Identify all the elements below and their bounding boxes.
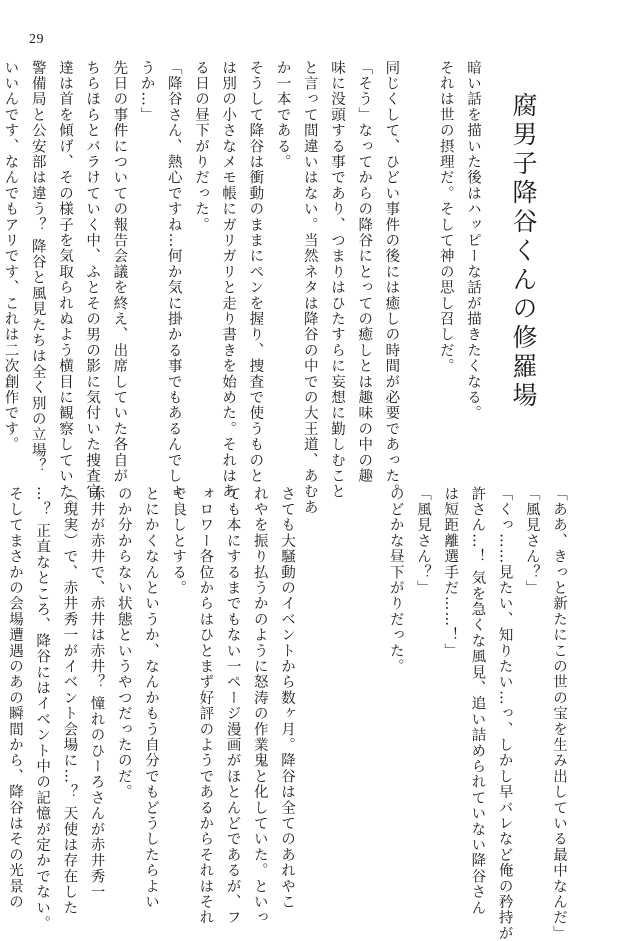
blank-line	[300, 486, 327, 886]
text-line: さても大騒動のイベントから数ヶ月。降谷は全てのあれやこ	[278, 486, 295, 910]
text-line: のどかな昼下がりだった。	[387, 486, 404, 675]
text-line: は別の小さなメモ帳にガリガリと走り書きを始めた。それはあ	[220, 60, 237, 500]
text-line: 味に没頭する事であり、つまりはひたすらに妄想に勤しむこと	[328, 60, 345, 500]
text-line: か一本である。	[274, 60, 291, 170]
text-line: 「くっ……見たい、知りたい…っ、しかし早バレなど俺の矜持が	[496, 486, 513, 941]
text-line: 同じくして、ひどい事件の後には癒しの時間が必要であった。	[383, 60, 400, 500]
text-line: （現実）で、赤井秀一がイベント会場に…？ 天使は存在した	[61, 486, 78, 916]
text-line: それは世の摂理だ。そして神の思し召しだ。	[437, 60, 454, 374]
text-line: そうして降谷は衝動のままにペンを握り、捜査で使うものと	[247, 60, 264, 484]
text-line: 暗い話を描いた後はハッピーな話が描きたくなる。	[465, 60, 481, 422]
text-line: は短距離選手だ……！」	[442, 486, 459, 659]
text-line: のか分からない状態というやつだったのだ。	[115, 486, 132, 800]
text-line: 「風見さん？」	[414, 486, 431, 596]
text-line: 「降谷さん、熱心ですね…何か気に掛かる事でもあるんでしょ	[165, 60, 182, 500]
lower-text-block	[0, 486, 572, 941]
text-line: そしてまさかの会場遭遇のあの瞬間から、降谷はその光景の	[6, 486, 23, 910]
page-title: 腐男子降谷くんの修羅場	[509, 92, 538, 411]
text-line: る日の昼下がりだった。	[192, 60, 209, 233]
blank-line	[354, 486, 381, 886]
text-line: 「そう」なってからの降谷にとっての癒しとは趣味の中の趣	[356, 60, 373, 484]
text-line: 「ああ、きっと新たにこの世の宝を生み出している最中なんだ」	[551, 486, 567, 941]
text-line: 先日の事件についての報告会議を終え、出席していた各自が	[111, 60, 128, 484]
text-line: 警備局と公安部は違う？ 降谷と風見たちは全く別の立場？	[29, 60, 46, 475]
text-line: ちらほらとバラけていく中、ふとその男の影に気付いた捜査官	[84, 60, 101, 500]
text-line: いいんです、なんでもアリです、これは二次創作です。	[2, 60, 19, 453]
text-line: ても本にするまでもない一ページ漫画がほとんどであるが、フ	[224, 486, 241, 926]
text-line: うか…」	[138, 60, 155, 123]
blank-line	[404, 60, 431, 480]
text-line: 「風見さん？」	[523, 486, 540, 596]
text-line: れやを振り払うかのように怒涛の作業鬼と化していた。といっ	[251, 486, 268, 926]
page-number: 29	[29, 32, 44, 47]
text-line: 許さん…！ 気を急くな風見、追い詰められていない降谷さん	[469, 486, 486, 916]
text-line: 達は首を傾げ、その様子を気取られぬよう横目に観察していた。	[56, 60, 73, 516]
text-line: とにかくなんというか、なんかもう自分でもどうしたらよい	[142, 486, 159, 910]
text-line	[0, 486, 1, 886]
text-line: ォロワー各位からはひとまず好評のようであるからそれはそれ	[197, 486, 214, 926]
blank-line	[327, 486, 354, 886]
text-line: と言って間違いはない。当然ネタは降谷の中での大王道、あむあ	[301, 60, 318, 516]
upper-text-block	[0, 60, 486, 516]
text-line: …？ 正直なところ、降谷にはイベント中の記憶が定かでない。	[34, 486, 51, 932]
text-line: で良しとする。	[170, 486, 187, 596]
text-line: 赤井が赤井で、赤井は赤井？ 憧れのひーろさんが赤井秀一	[88, 486, 105, 901]
